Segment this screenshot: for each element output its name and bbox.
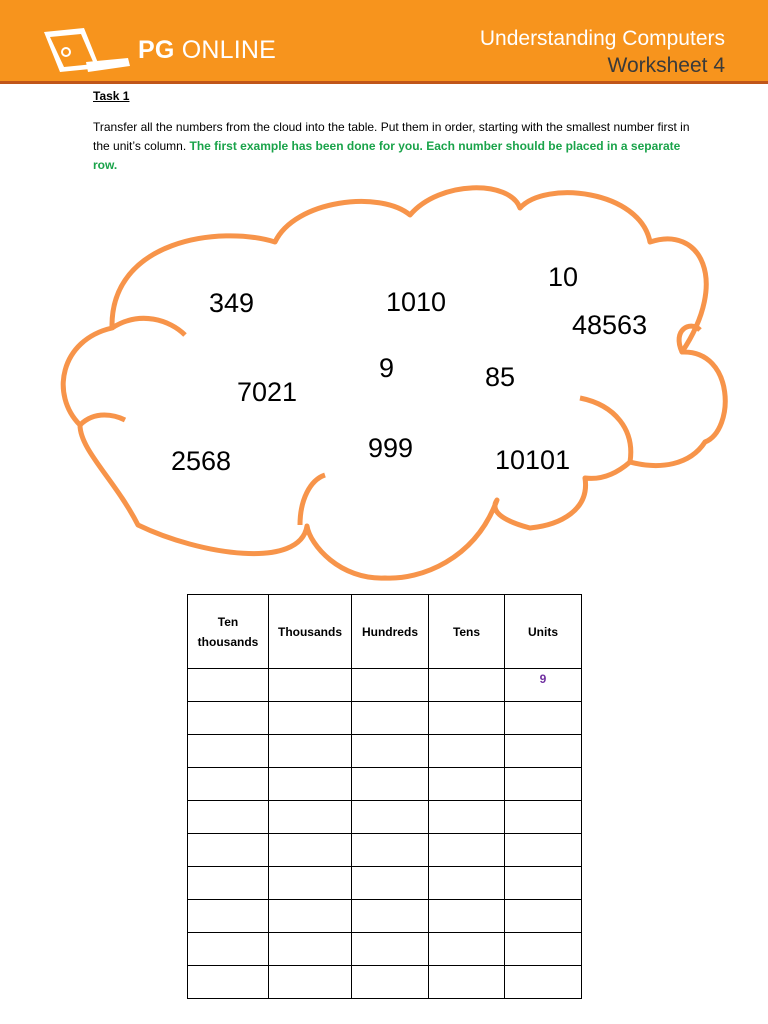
table-cell[interactable] xyxy=(188,834,269,867)
table-cell[interactable] xyxy=(352,801,429,834)
table-row xyxy=(188,933,582,966)
cloud-number: 85 xyxy=(485,362,516,392)
table-cell[interactable] xyxy=(429,801,505,834)
brand-logo xyxy=(138,36,276,65)
table-cell[interactable] xyxy=(352,900,429,933)
table-cell[interactable] xyxy=(269,801,352,834)
col-units: Units xyxy=(505,595,582,669)
table-row xyxy=(188,669,582,702)
place-value-table xyxy=(187,594,582,999)
table-cell[interactable] xyxy=(505,735,582,768)
table-cell[interactable] xyxy=(269,867,352,900)
table-cell[interactable] xyxy=(352,735,429,768)
col-ten-thousands: Ten thousands xyxy=(188,595,269,669)
table-cell[interactable] xyxy=(269,966,352,999)
task-heading: Task 1 xyxy=(93,89,130,103)
table-cell[interactable] xyxy=(352,834,429,867)
table-cell[interactable] xyxy=(429,702,505,735)
table-cell[interactable] xyxy=(352,768,429,801)
table-cell[interactable] xyxy=(188,966,269,999)
table-cell[interactable] xyxy=(429,933,505,966)
table-cell[interactable] xyxy=(188,900,269,933)
header-title: Understanding Computers xyxy=(479,27,725,50)
table-cell[interactable] xyxy=(505,966,582,999)
table-cell[interactable] xyxy=(269,702,352,735)
table-cell[interactable] xyxy=(188,702,269,735)
table-cell[interactable] xyxy=(188,735,269,768)
page-header xyxy=(0,0,768,84)
cloud-number: 10 xyxy=(548,262,579,292)
table-cell[interactable] xyxy=(505,933,582,966)
table-cell[interactable] xyxy=(505,834,582,867)
table-row xyxy=(188,900,582,933)
table-header-row xyxy=(188,595,582,669)
table-cell[interactable] xyxy=(429,867,505,900)
cloud-number: 1010 xyxy=(386,287,447,317)
table-cell[interactable] xyxy=(352,702,429,735)
worksheet-label: Worksheet 4 xyxy=(607,54,725,77)
table-row xyxy=(188,702,582,735)
cloud-number: 2568 xyxy=(171,446,232,476)
cloud-outline xyxy=(63,188,725,578)
col-hundreds: Hundreds xyxy=(352,595,429,669)
table-cell[interactable] xyxy=(188,768,269,801)
example-units-cell[interactable]: 9 xyxy=(505,669,582,702)
cloud-number: 48563 xyxy=(572,310,648,340)
table-row xyxy=(188,867,582,900)
table-cell[interactable] xyxy=(429,966,505,999)
table-cell[interactable] xyxy=(429,900,505,933)
table-row xyxy=(188,834,582,867)
table-cell[interactable] xyxy=(269,768,352,801)
table-cell[interactable] xyxy=(505,702,582,735)
table-cell[interactable] xyxy=(429,735,505,768)
table-cell[interactable] xyxy=(429,834,505,867)
table-cell[interactable] xyxy=(352,669,429,702)
col-thousands: Thousands xyxy=(269,595,352,669)
cloud-number: 7021 xyxy=(237,377,298,407)
number-cloud xyxy=(0,180,768,590)
cloud-number: 9 xyxy=(379,353,395,383)
table-cell[interactable] xyxy=(269,900,352,933)
table-cell[interactable] xyxy=(505,801,582,834)
cloud-number: 10101 xyxy=(495,445,571,475)
table-cell[interactable] xyxy=(188,669,269,702)
col-tens: Tens xyxy=(429,595,505,669)
brand-bold: PG xyxy=(138,36,175,64)
table-cell[interactable] xyxy=(188,801,269,834)
cloud-number: 349 xyxy=(209,288,255,318)
brand-light: ONLINE xyxy=(181,36,276,64)
table-row xyxy=(188,768,582,801)
table-row xyxy=(188,801,582,834)
table-body xyxy=(188,669,582,999)
table-cell[interactable] xyxy=(269,735,352,768)
task-instructions xyxy=(93,118,693,175)
table-cell[interactable] xyxy=(429,669,505,702)
laptop-logo-icon xyxy=(40,26,130,76)
table-cell[interactable] xyxy=(188,933,269,966)
table-cell[interactable] xyxy=(269,933,352,966)
instruction-example-note: The first example has been done for you. Each number should be placed in a separate row. xyxy=(93,139,681,172)
table-cell[interactable] xyxy=(352,933,429,966)
table-cell[interactable] xyxy=(269,669,352,702)
table-cell[interactable] xyxy=(505,867,582,900)
table-cell[interactable] xyxy=(429,768,505,801)
table-row xyxy=(188,966,582,999)
table-cell[interactable] xyxy=(505,768,582,801)
instruction-text: Transfer all the numbers from the cloud into the table. Put them in order, starting with the smallest number first in the unit’s column. xyxy=(93,120,690,153)
table-cell[interactable] xyxy=(505,900,582,933)
table-row xyxy=(188,735,582,768)
table-cell[interactable] xyxy=(269,834,352,867)
cloud-number: 999 xyxy=(368,433,414,463)
table-cell[interactable] xyxy=(352,966,429,999)
table-cell[interactable] xyxy=(188,867,269,900)
table-cell[interactable] xyxy=(352,867,429,900)
